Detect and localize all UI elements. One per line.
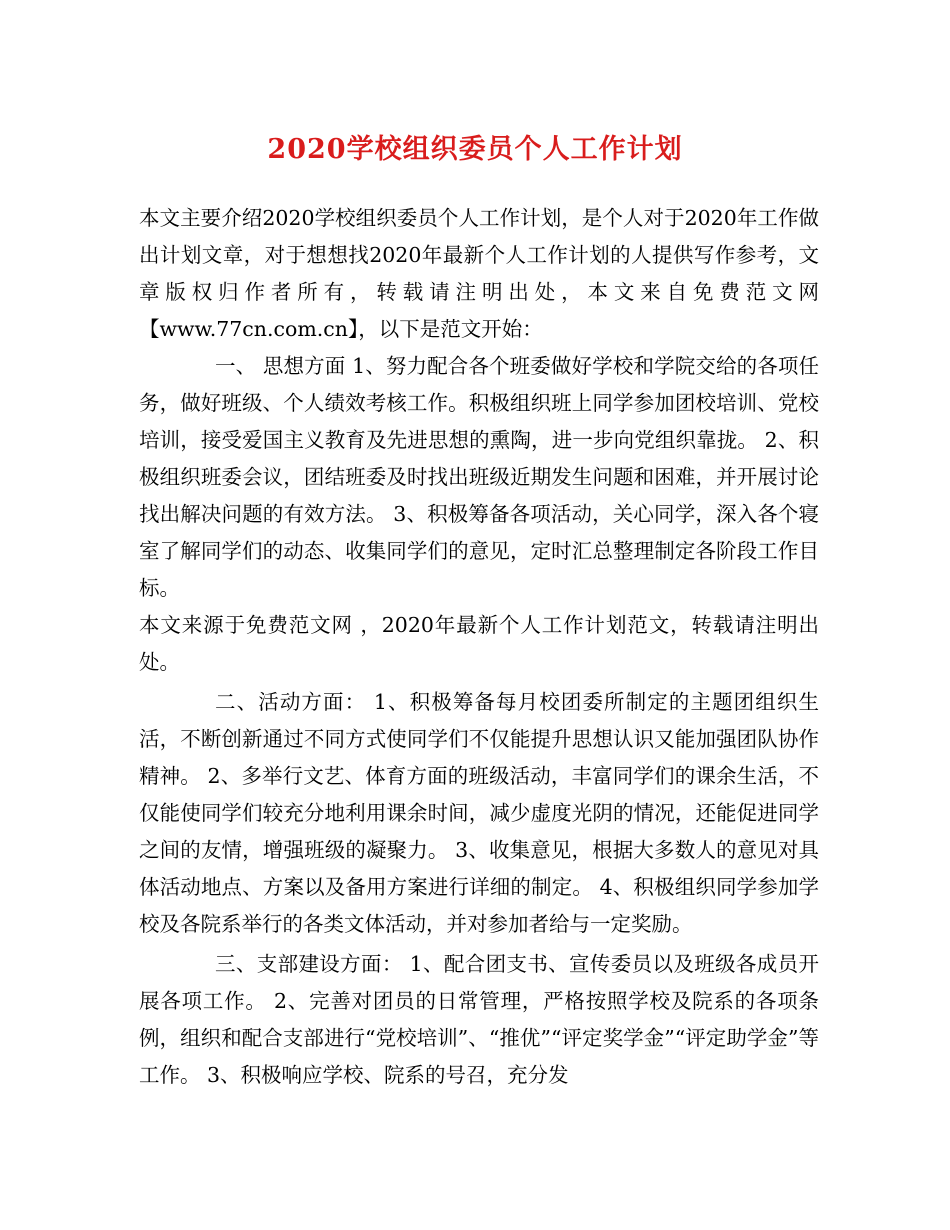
document-body — [139, 200, 819, 1094]
source-note-paragraph: 本文来源于免费范文网 ，2020年最新个人工作计划范文，转载请注明出处。 — [139, 613, 819, 674]
section-two-paragraph: 二、活动方面： 1、积极筹备每月校团委所制定的主题团组织生活，不断创新通过不同方式使同学们不仅能提升思想认识又能加强团队协作精神。 2、多举行文艺、体育方面的班级活动，丰富同学们的课余生活，不仅能使同学们较充分地利用课余时间，减少虚度光阴的情况，还能促进同学之间的友情，增强班级的凝聚力。 3、收集意见，根据大多数人的意见对具体活动地点、方案以及备用方案进行详细的制定。 4、积极组织同学参加学校及各院系举行的各类文体活动，并对参加者给与一定奖励。 — [139, 690, 819, 936]
intro-paragraph: 本文主要介绍2020学校组织委员个人工作计划，是个人对于2020年工作做出计划文章，对于想想找2020年最新个人工作计划的人提供写作参考，文章版权归作者所有，转载请注明出处，本文来自免费范文网【www.77cn.com.cn】，以下是范文开始： — [139, 206, 819, 341]
section-three-paragraph: 三、支部建设方面： 1、配合团支书、宣传委员以及班级各成员开展各项工作。 2、完善对团员的日常管理，严格按照学校及院系的各项条例，组织和配合支部进行“党校培训”、“推优”“评定奖学金”“评定助学金”等工作。 3、积极响应学校、院系的号召，充分发 — [139, 952, 819, 1087]
document-title: 2020学校组织委员个人工作计划 — [267, 134, 683, 165]
section-one-paragraph: 一、 思想方面 1、努力配合各个班委做好学校和学院交给的各项任务，做好班级、个人绩效考核工作。积极组织班上同学参加团校培训、党校培训，接受爱国主义教育及先进思想的熏陶，进一步向党组织靠拢。 2、积极组织班委会议，团结班委及时找出班级近期发生问题和困难，并开展讨论找出解决问题的有效方法。 3、积极筹备各项活动，关心同学，深入各个寝室了解同学们的动态、收集同学们的意见，定时汇总整理制定各阶段工作目标。 — [139, 354, 819, 600]
